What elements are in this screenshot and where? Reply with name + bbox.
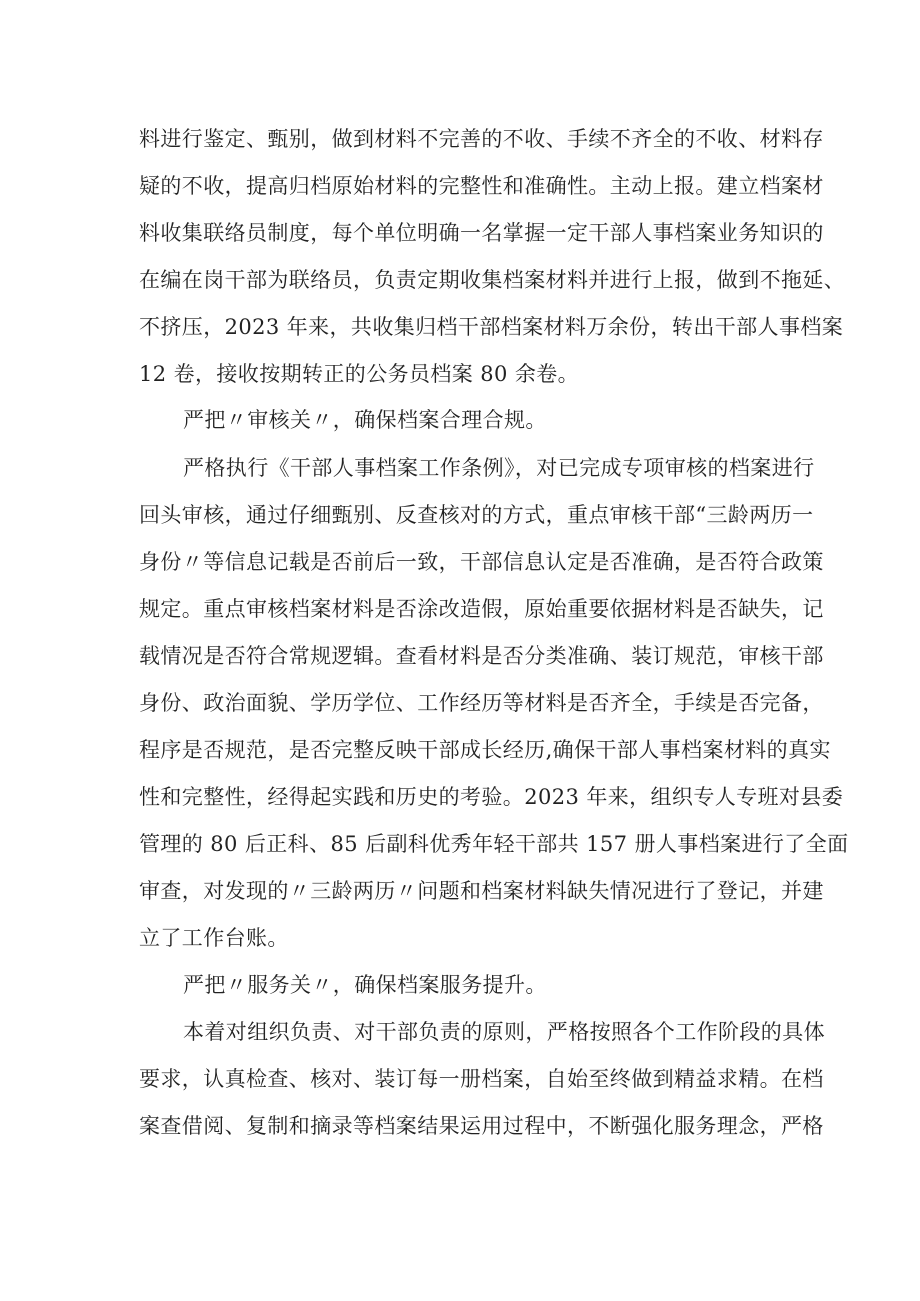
text-line: 立了工作台账。 bbox=[139, 926, 289, 950]
text-line: 回头审核，通过仔细甄别、反查核对的方式，重点审核干部“三龄两历一 bbox=[139, 503, 814, 527]
text-line: 审查，对发现的〃三龄两历〃问题和档案材料缺失情况进行了登记，并建 bbox=[139, 879, 824, 903]
text-line: 要求，认真检查、核对、装订每一册档案，自始至终做到精益求精。在档 bbox=[139, 1067, 824, 1091]
text-line: 身份〃等信息记载是否前后一致，干部信息认定是否准确，是否符合政策 bbox=[139, 550, 824, 574]
text-line: 不挤压，2023 年来，共收集归档干部档案材料万余份，转出干部人事档案 bbox=[139, 315, 844, 339]
text-line: 在编在岗干部为联络员，负责定期收集档案材料并进行上报，做到不拖延、 bbox=[139, 268, 846, 292]
text-line: 规定。重点审核档案材料是否涂改造假，原始重要依据材料是否缺失，记 bbox=[139, 597, 824, 621]
text-line: 程序是否规范，是否完整反映干部成长经历,确保干部人事档案材料的真实 bbox=[139, 738, 831, 762]
text-line: 12 卷，接收按期转正的公务员档案 80 余卷。 bbox=[139, 362, 580, 386]
text-line: 管理的 80 后正科、85 后副科优秀年轻干部共 157 册人事档案进行了全面 bbox=[139, 832, 849, 856]
section-heading-review: 严把〃审核关〃，确保档案合理合规。 bbox=[183, 408, 547, 432]
section-heading-service: 严把〃服务关〃，确保档案服务提升。 bbox=[183, 973, 547, 997]
text-line: 料收集联络员制度，每个单位明确一名掌握一定干部人事档案业务知识的 bbox=[139, 221, 824, 245]
text-line: 料进行鉴定、甄别，做到材料不完善的不收、手续不齐全的不收、材料存 bbox=[139, 127, 824, 151]
text-line: 疑的不收，提高归档原始材料的完整性和准确性。主动上报。建立档案材 bbox=[139, 174, 824, 198]
text-line: 身份、政治面貌、学历学位、工作经历等材料是否齐全，手续是否完备， bbox=[139, 691, 824, 715]
text-line: 案查借阅、复制和摘录等档案结果运用过程中，不断强化服务理念，严格 bbox=[139, 1114, 824, 1138]
text-line: 严格执行《干部人事档案工作条例》，对已完成专项审核的档案进行 bbox=[183, 456, 815, 480]
text-line: 性和完整性，经得起实践和历史的考验。2023 年来，组织专人专班对县委 bbox=[139, 785, 844, 809]
text-line: 本着对组织负责、对干部负责的原则，严格按照各个工作阶段的具体 bbox=[183, 1020, 825, 1044]
text-line: 载情况是否符合常规逻辑。查看材料是否分类准确、装订规范，审核干部 bbox=[139, 644, 824, 668]
